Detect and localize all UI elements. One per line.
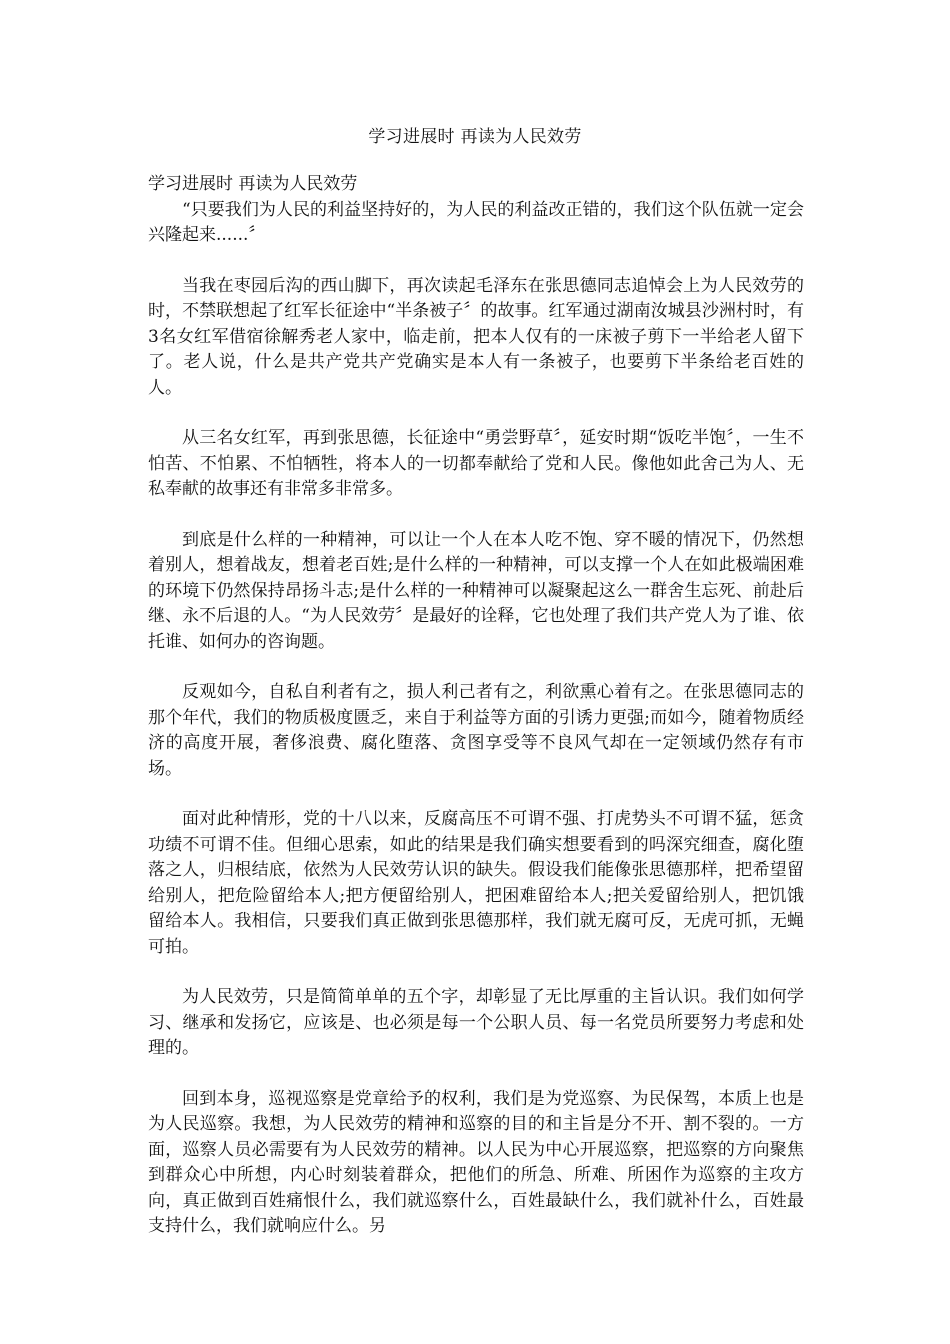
paragraph-quote: “只要我们为人民的利益坚持好的，为人民的利益改正错的，我们这个队伍就一定会兴隆起来......〞 bbox=[148, 199, 804, 245]
paragraph: 回到本身，巡视巡察是党章给予的权利，我们是为党巡察、为民保驾，本质上也是为人民巡察。我想，为人民效劳的精神和巡察的目的和主旨是分不开、割不裂的。一方面，巡察人员必需要有为人民效劳的精神。以人民为中心开展巡察，把巡察的方向聚焦到群众心中所想，内心时刻装着群众，把他们的所急、所难、所困作为巡察的主攻方向，真正做到百姓痛恨什么，我们就巡察什么，百姓最缺什么，我们就补什么，百姓最支持什么，我们就响应什么。另 bbox=[148, 1088, 804, 1236]
document-title: 学习进展时 再读为人民效劳 bbox=[368, 127, 582, 147]
paragraph: 从三名女红军，再到张思德，长征途中“勇尝野草〞，延安时期“饭吃半饱〞，一生不怕苦、不怕累、不怕牺牲，将本人的一切都奉献给了党和人民。像他如此舍己为人、无私奉献的故事还有非常多非常多。 bbox=[148, 428, 804, 499]
paragraph: 面对此种情形，党的十八以来，反腐高压不可谓不强、打虎势头不可谓不猛，惩贪功绩不可谓不佳。但细心思索，如此的结果是我们确实想要看到的吗深究细查，腐化堕落之人，归根结底，依然为人民效劳认识的缺失。假设我们能像张思德那样，把希望留给别人，把危险留给本人;把方便留给别人，把困难留给本人;把关爱留给别人，把饥饿留给本人。我相信，只要我们真正做到张思德那样，我们就无腐可反，无虎可抓，无蝇可拍。 bbox=[148, 809, 804, 957]
paragraph: 到底是什么样的一种精神，可以让一个人在本人吃不饱、穿不暖的情况下，仍然想着别人，想着战友，想着老百姓;是什么样的一种精神，可以支撑一个人在如此极端困难的环境下仍然保持昂扬斗志;是什么样的一种精神可以凝聚起这么一群舍生忘死、前赴后继、永不后退的人。“为人民效劳〞是最好的诠释，它也处理了我们共产党人为了谁、依托谁、如何办的咨询题。 bbox=[148, 529, 804, 652]
paragraph: 反观如今，自私自利者有之，损人利己者有之，利欲熏心着有之。在张思德同志的那个年代，我们的物质极度匮乏，来自于利益等方面的引诱力更强;而如今，随着物质经济的高度开展，奢侈浪费、腐化堕落、贪图享受等不良风气却在一定领域仍然存有市场。 bbox=[148, 682, 804, 779]
document-subtitle: 学习进展时 再读为人民效劳 bbox=[148, 174, 358, 194]
paragraph: 当我在枣园后沟的西山脚下，再次读起毛泽东在张思德同志追悼会上为人民效劳的时，不禁联想起了红军长征途中“半条被子〞的故事。红军通过湖南汝城县沙洲村时，有3名女红军借宿徐解秀老人家中，临走前，把本人仅有的一床被子剪下一半给老人留下了。老人说，什么是共产党共产党确实是本人有一条被子，也要剪下半条给老百姓的人。 bbox=[148, 275, 804, 398]
document-body bbox=[148, 172, 804, 1265]
paragraph: 为人民效劳，只是简简单单的五个字，却彰显了无比厚重的主旨认识。我们如何学习、继承和发扬它，应该是、也必须是每一个公职人员、每一名党员所要努力考虑和处理的。 bbox=[148, 987, 804, 1058]
